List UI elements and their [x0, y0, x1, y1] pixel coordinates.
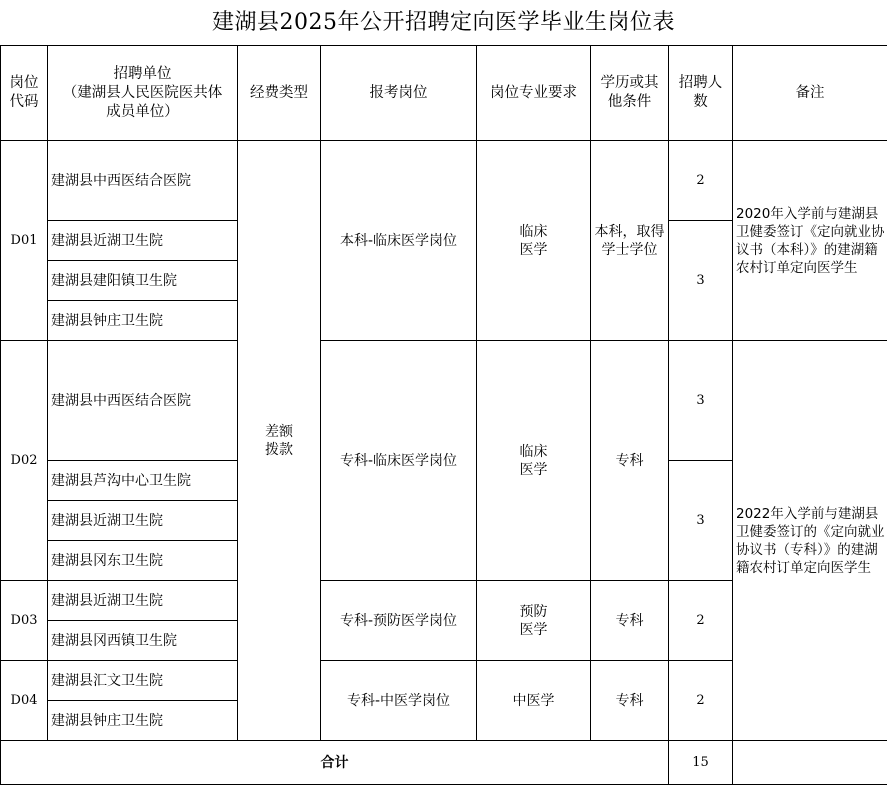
hire-count: 2 [669, 141, 733, 221]
position-code: D04 [1, 661, 48, 741]
header-count: 招聘人数 [669, 46, 733, 141]
total-note [733, 741, 887, 785]
position-code: D03 [1, 581, 48, 661]
education-requirement: 本科，取得学士学位 [591, 141, 669, 341]
table-row [1, 141, 887, 221]
positions-table [0, 45, 887, 785]
table-row [1, 341, 887, 461]
hire-count: 3 [669, 461, 733, 581]
unit-name: 建湖县中西医结合医院 [48, 341, 238, 461]
unit-name: 建湖县芦沟中心卫生院 [48, 461, 238, 501]
education-requirement: 专科 [591, 341, 669, 581]
unit-name: 建湖县冈东卫生院 [48, 541, 238, 581]
post-name: 本科-临床医学岗位 [321, 141, 477, 341]
post-name: 专科-临床医学岗位 [321, 341, 477, 581]
unit-name: 建湖县冈西镇卫生院 [48, 621, 238, 661]
position-code: D02 [1, 341, 48, 581]
page-title: 建湖县2025年公开招聘定向医学毕业生岗位表 [212, 10, 675, 35]
header-funding: 经费类型 [238, 46, 321, 141]
major-requirement: 预防医学 [477, 581, 591, 661]
header-post: 报考岗位 [321, 46, 477, 141]
major-requirement: 临床医学 [477, 141, 591, 341]
header-unit-subtitle: （建湖县人民医院医共体成员单位） [62, 84, 223, 120]
education-requirement: 专科 [591, 661, 669, 741]
header-unit-title: 招聘单位 [113, 65, 172, 82]
unit-name: 建湖县近湖卫生院 [48, 501, 238, 541]
post-name: 专科-预防医学岗位 [321, 581, 477, 661]
total-count: 15 [669, 741, 733, 785]
header-education: 学历或其他条件 [591, 46, 669, 141]
education-requirement: 专科 [591, 581, 669, 661]
header-major: 岗位专业要求 [477, 46, 591, 141]
header-unit [48, 46, 238, 141]
unit-name: 建湖县钟庄卫生院 [48, 301, 238, 341]
hire-count: 3 [669, 221, 733, 341]
total-row [1, 741, 887, 785]
note-college: 2022年入学前与建湖县卫健委签订的《定向就业协议书（专科）》的建湖籍农村订单定向医学生 [733, 341, 887, 741]
position-code: D01 [1, 141, 48, 341]
unit-name: 建湖县近湖卫生院 [48, 581, 238, 621]
note-bachelor: 2020年入学前与建湖县卫健委签订《定向就业协议书（本科）》的建湖籍农村订单定向医学生 [733, 141, 887, 341]
funding-type: 差额拨款 [238, 141, 321, 741]
header-row [1, 46, 887, 141]
unit-name: 建湖县近湖卫生院 [48, 221, 238, 261]
post-name: 专科-中医学岗位 [321, 661, 477, 741]
unit-name: 建湖县中西医结合医院 [48, 141, 238, 221]
hire-count: 3 [669, 341, 733, 461]
header-note: 备注 [733, 46, 887, 141]
hire-count: 2 [669, 661, 733, 741]
unit-name: 建湖县建阳镇卫生院 [48, 261, 238, 301]
unit-name: 建湖县钟庄卫生院 [48, 701, 238, 741]
major-requirement: 临床医学 [477, 341, 591, 581]
header-code: 岗位代码 [1, 46, 48, 141]
unit-name: 建湖县汇文卫生院 [48, 661, 238, 701]
total-label: 合计 [1, 741, 669, 785]
major-requirement: 中医学 [477, 661, 591, 741]
hire-count: 2 [669, 581, 733, 661]
